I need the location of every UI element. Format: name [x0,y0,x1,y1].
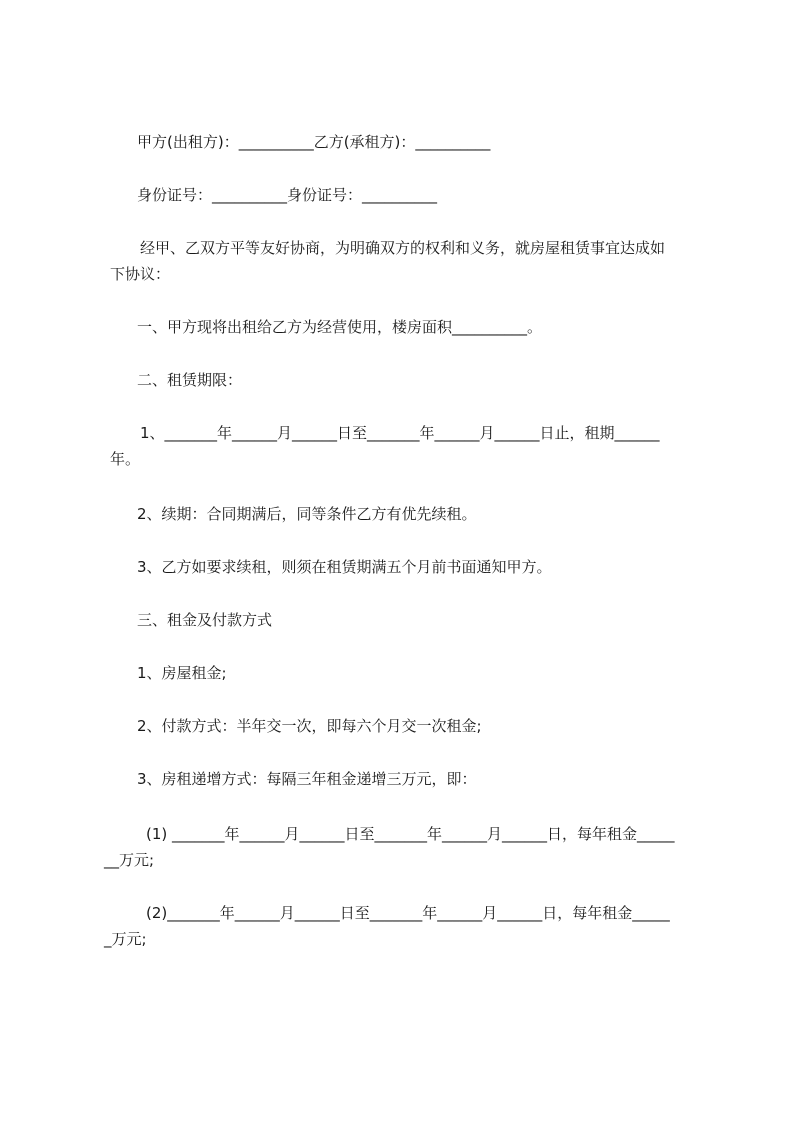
clause-3-3-2-line-1: (2)_______年______月______日至_______年______月______日，每年租金_____ [146,904,670,922]
clause-3-heading: 三、租金及付款方式 [137,611,273,629]
clause-2-2-line: 2、续期：合同期满后，同等条件乙方有优先续租。 [137,505,477,523]
clause-3-3-1-line-1: (1) _______年______月______日至_______年______月______日，每年租金_____ [146,825,675,843]
clause-3-1-line: 1、房屋租金; [137,664,227,682]
preamble-line-1: 经甲、乙双方平等友好协商，为明确双方的权利和义务，就房屋租赁事宜达成如 [140,239,666,257]
clause-2-1-line-1: 1、_______年______月______日至_______年______月______日止，租期______ [140,424,660,442]
preamble-line-2: 下协议： [110,265,171,283]
clause-3-2-line: 2、付款方式：半年交一次，即每六个月交一次租金; [137,717,482,735]
clause-2-3-line: 3、乙方如要求续租，则须在租赁期满五个月前书面通知甲方。 [137,558,552,576]
clause-3-3-line: 3、房租递增方式：每隔三年租金递增三万元，即： [137,770,477,788]
id-numbers-line: 身份证号：__________身份证号：__________ [137,186,438,204]
clause-1-line: 一、甲方现将出租给乙方为经营使用，楼房面积__________。 [137,318,543,336]
clause-3-3-1-line-2: __万元; [104,851,155,869]
clause-3-3-2-line-2: _万元; [104,930,147,948]
clause-2-heading: 二、租赁期限： [137,371,243,389]
parties-line: 甲方(出租方)：__________乙方(承租方)：__________ [137,133,491,151]
clause-2-1-line-2: 年。 [110,450,141,468]
